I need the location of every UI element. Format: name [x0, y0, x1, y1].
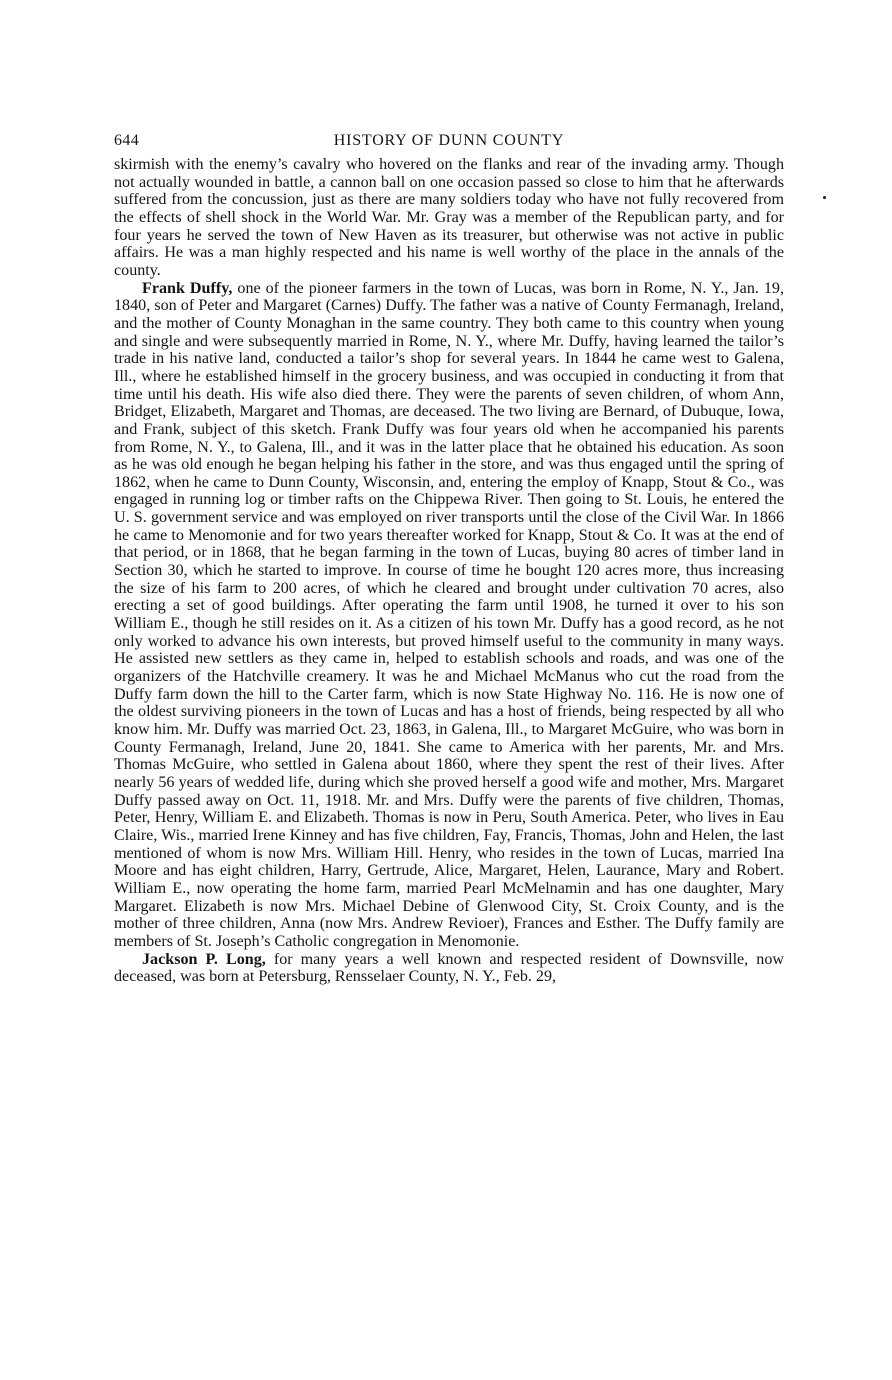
paragraph-jackson-long — [114, 951, 784, 986]
subject-name: Jackson P. Long, — [142, 950, 266, 968]
paragraph-frank-duffy — [114, 280, 784, 951]
page-header — [114, 128, 784, 156]
book-page — [114, 128, 784, 986]
stray-ink-mark — [823, 196, 826, 199]
page-number: 644 — [114, 132, 140, 149]
paragraph-text: for many years a well known and respected resident of Downsville, now deceased, was born at Petersburg, Rensselaer County, N. Y., Feb. 29, — [114, 950, 784, 986]
subject-name: Frank Duffy, — [142, 279, 233, 297]
paragraph-continuation — [114, 156, 784, 280]
running-title: HISTORY OF DUNN COUNTY — [333, 132, 565, 149]
paragraph-text: one of the pioneer farmers in the town of Lucas, was born in Rome, N. Y., Jan. 19, 1840, son of Peter and Margaret (Carnes) Duffy. The father was a native of County Fermanagh, Ireland, and the mother of County Monaghan in the same country. They both came to this country when young and single and were subsequently married in Rome, N. Y., where Mr. Duffy, having learned the tailor’s trade in his native land, conducted a tailor’s shop for several years. In 1844 he came west to Galena, Ill., where he established himself in the grocery business, and was occupied in conducting it from that time until his death. His wife also died there. They were the parents of seven children, of whom Ann, Bridget, Elizabeth, Margaret and Thomas, are deceased. The two living are Bernard, of Dubuque, Iowa, and Frank, subject of this sketch. Frank Duffy was four years old when he accompanied his parents from Rome, N. Y., to Galena, Ill., and it was in the latter place that he obtained his education. As soon as he was old enough he began helping his father in the store, and was thus engaged until the spring of 1862, when he came to Dunn County, Wisconsin, and, entering the employ of Knapp, Stout & Co., was engaged in running log or timber rafts on the Chippewa River. Then going to St. Louis, he entered the U. S. government service and was employed on river transports until the close of the Civil War. In 1866 he came to Menomonie and for two years thereafter worked for Knapp, Stout & Co. It was at the end of that period, or in 1868, that he began farming in the town of Lucas, buying 80 acres of timber land in Section 30, which he started to improve. In course of time he bought 120 acres more, thus increasing the size of his farm to 200 acres, of which he cleared and brought under cultivation 70 acres, also erecting a set of good buildings. After operating the farm until 1908, he turned it over to his son William E., though he still resides on it. As a citizen of his town Mr. Duffy has a good record, as he not only worked to advance his own interests, but proved himself useful to the community in many ways. He assisted new settlers as they came in, helped to establish schools and roads, and was one of the organizers of the Hatchville creamery. It was he and Michael McManus who cut the road from the Duffy farm down the hill to the Carter farm, which is now State Highway No. 116. He is now one of the oldest surviving pioneers in the town of Lucas and has a host of friends, being respected by all who know him. Mr. Duffy was married Oct. 23, 1863, in Galena, Ill., to Margaret McGuire, who was born in County Fermanagh, Ireland, June 20, 1841. She came to America with her parents, Mr. and Mrs. Thomas McGuire, who settled in Galena about 1860, where they spent the rest of their lives. After nearly 56 years of wedded life, during which she proved herself a good wife and mother, Mrs. Margaret Duffy passed away on Oct. 11, 1918. Mr. and Mrs. Duffy were the parents of five children, Thomas, Peter, Henry, William E. and Elizabeth. Thomas is now in Peru, South America. Peter, who lives in Eau Claire, Wis., married Irene Kinney and has five children, Fay, Francis, Thomas, John and Helen, the last mentioned of whom is now Mrs. William Hill. Henry, who resides in the town of Lucas, married Ina Moore and has eight children, Harry, Gertrude, Alice, Margaret, Helen, Laurance, Mary and Robert. William E., now operating the home farm, married Pearl McMelnamin and has one daughter, Mary Margaret. Elizabeth is now Mrs. Michael Debine of Glenwood City, St. Croix County, and is the mother of three children, Anna (now Mrs. Andrew Revioer), Frances and Esther. The Duffy family are members of St. Joseph’s Catholic congregation in Menomonie. — [114, 279, 785, 950]
paragraph-text: skirmish with the enemy’s cavalry who hovered on the flanks and rear of the invading army. Though not actually wounded in battle, a cannon ball on one occasion passed so close to him that he afterwards suffered from the concussion, just as there are many soldiers today who have not fully recovered from the effects of shell shock in the World War. Mr. Gray was a member of the Republican party, and for four years he served the town of New Haven as its treasurer, but otherwise was not active in public affairs. He was a man highly respected and his name is well worthy of the place in the annals of the county. — [114, 156, 784, 279]
body-text — [114, 156, 784, 986]
